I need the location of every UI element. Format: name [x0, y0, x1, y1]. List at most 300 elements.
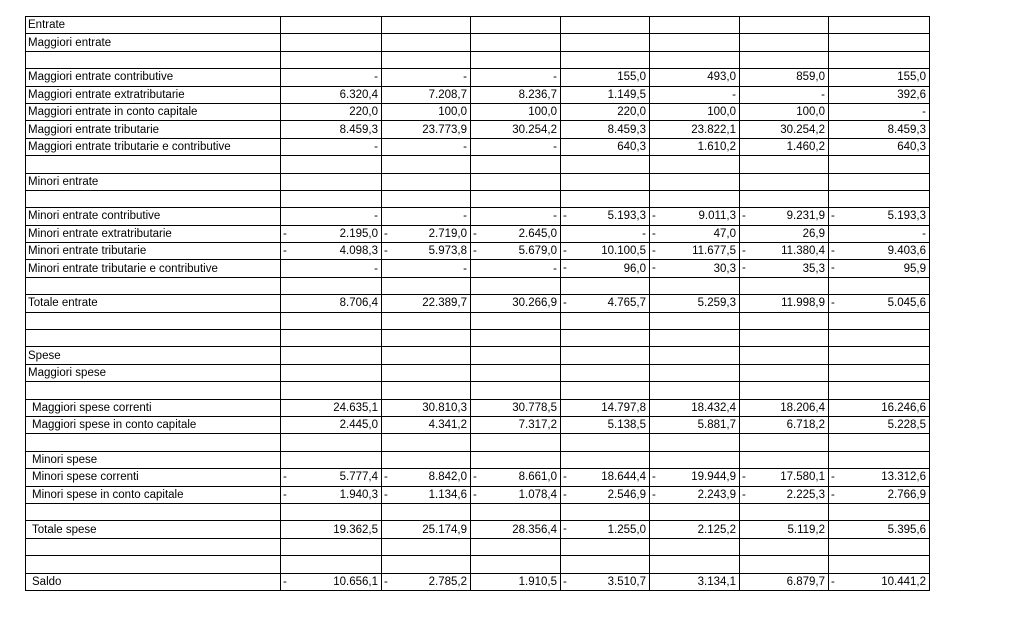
value-cell [471, 399, 561, 416]
value-cell [650, 364, 740, 381]
value-cell [382, 364, 471, 381]
value-cell [829, 347, 930, 364]
value-cell [471, 486, 561, 503]
value-cell [561, 51, 650, 68]
value-cell [740, 416, 829, 433]
cell-value: - [553, 210, 557, 223]
cell-value: 96,0 [623, 262, 646, 275]
cell-value: - [732, 88, 736, 101]
value-cell [471, 416, 561, 433]
negative-sign: - [283, 488, 287, 501]
value-cell [382, 260, 471, 277]
value-cell [740, 364, 829, 381]
value-cell [829, 451, 930, 468]
value-cell [471, 138, 561, 155]
row-label: Entrate [26, 17, 281, 34]
value-cell [471, 190, 561, 207]
value-cell [471, 103, 561, 120]
value-cell [561, 121, 650, 138]
value-cell [650, 486, 740, 503]
cell-value: 30.810,3 [422, 401, 467, 414]
value-cell [382, 277, 471, 294]
value-cell [829, 190, 930, 207]
cell-value: 8.459,3 [887, 123, 926, 136]
value-cell [281, 69, 382, 86]
cell-value: 6.879,7 [786, 575, 825, 588]
value-cell [740, 277, 829, 294]
negative-sign: - [831, 297, 835, 310]
cell-value: - [553, 262, 557, 275]
negative-sign: - [831, 262, 835, 275]
value-cell [740, 86, 829, 103]
value-cell [561, 556, 650, 573]
cell-value: 1.910,5 [518, 575, 557, 588]
value-cell [829, 364, 930, 381]
cell-value: 155,0 [617, 71, 646, 84]
value-cell [382, 103, 471, 120]
value-cell [829, 573, 930, 590]
table-row [26, 156, 930, 173]
negative-sign: - [831, 575, 835, 588]
value-cell [561, 486, 650, 503]
value-cell [382, 347, 471, 364]
cell-value: 7.208,7 [428, 88, 467, 101]
cell-value: 9.011,3 [698, 210, 736, 223]
value-cell [281, 382, 382, 399]
row-label [26, 51, 281, 68]
cell-value: 26,9 [802, 227, 825, 240]
value-cell [281, 173, 382, 190]
value-cell [382, 86, 471, 103]
value-cell [382, 556, 471, 573]
value-cell [561, 416, 650, 433]
cell-value: 2.546,9 [607, 488, 646, 501]
cell-value: 640,3 [617, 140, 646, 153]
table-row [26, 225, 930, 242]
value-cell [829, 399, 930, 416]
value-cell [650, 103, 740, 120]
value-cell [382, 486, 471, 503]
value-cell [561, 451, 650, 468]
value-cell [471, 260, 561, 277]
value-cell [281, 416, 382, 433]
value-cell [382, 243, 471, 260]
cell-value: 100,0 [707, 106, 736, 119]
value-cell [740, 103, 829, 120]
value-cell [281, 34, 382, 51]
value-cell [471, 469, 561, 486]
cell-value: 28.356,4 [512, 523, 557, 536]
value-cell [829, 416, 930, 433]
cell-value: 30.778,5 [512, 401, 557, 414]
value-cell [382, 312, 471, 329]
value-cell [740, 382, 829, 399]
value-cell [829, 277, 930, 294]
negative-sign: - [742, 210, 746, 223]
value-cell [382, 451, 471, 468]
cell-value: - [463, 262, 467, 275]
value-cell [829, 503, 930, 520]
value-cell [561, 573, 650, 590]
value-cell [740, 556, 829, 573]
table-row [26, 103, 930, 120]
value-cell [281, 277, 382, 294]
value-cell [650, 260, 740, 277]
cell-value: 35,3 [802, 262, 825, 275]
cell-value: 19.362,5 [333, 523, 378, 536]
value-cell [561, 103, 650, 120]
cell-value: 7.317,2 [518, 419, 557, 432]
row-label: Maggiori entrate contributive [26, 69, 281, 86]
table-row [26, 260, 930, 277]
value-cell [561, 156, 650, 173]
cell-value: - [374, 140, 378, 153]
cell-value: - [821, 88, 825, 101]
negative-sign: - [563, 471, 567, 484]
value-cell [829, 173, 930, 190]
cell-value: 47,0 [713, 227, 736, 240]
value-cell [281, 295, 382, 312]
negative-sign: - [652, 262, 656, 275]
row-label: Minori spese correnti [26, 469, 281, 486]
cell-value: 6.320,4 [339, 88, 378, 101]
table-row [26, 503, 930, 520]
table-row [26, 451, 930, 468]
cell-value: 3.510,7 [607, 575, 646, 588]
table-row [26, 382, 930, 399]
negative-sign: - [563, 523, 567, 536]
value-cell [740, 190, 829, 207]
table-row [26, 208, 930, 225]
table-row [26, 138, 930, 155]
value-cell [281, 503, 382, 520]
value-cell [650, 416, 740, 433]
cell-value: 1.255,0 [607, 523, 646, 536]
value-cell [281, 399, 382, 416]
value-cell [382, 503, 471, 520]
value-cell [561, 469, 650, 486]
value-cell [650, 69, 740, 86]
table-row [26, 364, 930, 381]
cell-value: 11.998,9 [781, 297, 825, 310]
cell-value: 2.243,9 [697, 488, 736, 501]
cell-value: 1.460,2 [786, 140, 825, 153]
value-cell [382, 521, 471, 538]
cell-value: 30.254,2 [780, 123, 825, 136]
value-cell [740, 399, 829, 416]
value-cell [829, 469, 930, 486]
cell-value: 1.078,4 [518, 488, 557, 501]
table-row [26, 556, 930, 573]
value-cell [471, 451, 561, 468]
value-cell [740, 173, 829, 190]
cell-value: 6.718,2 [786, 419, 825, 432]
row-label: Maggiori spese in conto capitale [26, 416, 281, 433]
cell-value: 5.228,5 [887, 419, 926, 432]
cell-value: 3.134,1 [697, 575, 736, 588]
value-cell [382, 434, 471, 451]
value-cell [471, 86, 561, 103]
value-cell [281, 330, 382, 347]
cell-value: 100,0 [528, 106, 557, 119]
negative-sign: - [563, 488, 567, 501]
value-cell [471, 295, 561, 312]
value-cell [382, 573, 471, 590]
cell-value: 18.206,4 [780, 401, 825, 414]
value-cell [650, 190, 740, 207]
table-row [26, 34, 930, 51]
value-cell [740, 312, 829, 329]
negative-sign: - [831, 488, 835, 501]
cell-value: - [642, 227, 646, 240]
row-label: Maggiori entrate in conto capitale [26, 103, 281, 120]
value-cell [740, 469, 829, 486]
value-cell [382, 538, 471, 555]
cell-value: 100,0 [796, 106, 825, 119]
value-cell [650, 469, 740, 486]
value-cell [471, 521, 561, 538]
negative-sign: - [563, 262, 567, 275]
value-cell [281, 51, 382, 68]
table-row [26, 312, 930, 329]
cell-value: 5.973,8 [428, 245, 467, 258]
value-cell [561, 364, 650, 381]
value-cell [650, 156, 740, 173]
cell-value: 4.098,3 [339, 245, 378, 258]
cell-value: 8.459,3 [339, 123, 378, 136]
cell-value: 5.138,5 [607, 419, 646, 432]
value-cell [650, 51, 740, 68]
row-label: Maggiori entrate tributarie [26, 121, 281, 138]
value-cell [740, 295, 829, 312]
value-cell [281, 138, 382, 155]
value-cell [281, 347, 382, 364]
table-row [26, 538, 930, 555]
value-cell [829, 86, 930, 103]
table-row [26, 243, 930, 260]
value-cell [471, 69, 561, 86]
row-label: Totale entrate [26, 295, 281, 312]
cell-value: 11.380,4 [781, 245, 825, 258]
cell-value: - [553, 140, 557, 153]
value-cell [471, 225, 561, 242]
value-cell [281, 17, 382, 34]
cell-value: 5.193,3 [887, 210, 926, 223]
row-label [26, 556, 281, 573]
cell-value: - [553, 71, 557, 84]
negative-sign: - [563, 297, 567, 310]
row-label: Totale spese [26, 521, 281, 538]
value-cell [740, 347, 829, 364]
value-cell [561, 312, 650, 329]
cell-value: 8.706,4 [339, 297, 378, 310]
row-label [26, 190, 281, 207]
row-label [26, 156, 281, 173]
value-cell [829, 69, 930, 86]
row-label: Spese [26, 347, 281, 364]
value-cell [471, 382, 561, 399]
value-cell [829, 34, 930, 51]
value-cell [740, 521, 829, 538]
value-cell [740, 538, 829, 555]
value-cell [740, 243, 829, 260]
value-cell [382, 17, 471, 34]
table-row [26, 173, 930, 190]
row-label: Maggiori spese [26, 364, 281, 381]
value-cell [650, 382, 740, 399]
value-cell [471, 364, 561, 381]
value-cell [281, 243, 382, 260]
cell-value: 2.445,0 [339, 419, 378, 432]
table-row [26, 277, 930, 294]
negative-sign: - [563, 575, 567, 588]
value-cell [829, 521, 930, 538]
value-cell [650, 312, 740, 329]
value-cell [740, 260, 829, 277]
value-cell [650, 347, 740, 364]
value-cell [382, 190, 471, 207]
table-row [26, 86, 930, 103]
value-cell [740, 330, 829, 347]
value-cell [382, 121, 471, 138]
row-label: Minori entrate tributarie e contributive [26, 260, 281, 277]
cell-value: - [463, 71, 467, 84]
value-cell [471, 208, 561, 225]
table-row [26, 51, 930, 68]
cell-value: 9.403,6 [887, 245, 926, 258]
value-cell [382, 382, 471, 399]
cell-value: 5.395,6 [887, 523, 926, 536]
negative-sign: - [384, 575, 388, 588]
value-cell [561, 260, 650, 277]
value-cell [740, 51, 829, 68]
table-row [26, 521, 930, 538]
value-cell [281, 225, 382, 242]
value-cell [829, 51, 930, 68]
cell-value: 2.766,9 [887, 488, 926, 501]
cell-value: 392,6 [897, 88, 926, 101]
value-cell [281, 434, 382, 451]
value-cell [650, 451, 740, 468]
value-cell [471, 34, 561, 51]
value-cell [650, 121, 740, 138]
negative-sign: - [473, 245, 477, 258]
value-cell [740, 17, 829, 34]
cell-value: 30.266,9 [512, 297, 557, 310]
value-cell [561, 330, 650, 347]
cell-value: - [463, 140, 467, 153]
negative-sign: - [652, 245, 656, 258]
value-cell [471, 503, 561, 520]
table-row [26, 399, 930, 416]
value-cell [740, 434, 829, 451]
cell-value: 5.045,6 [887, 297, 926, 310]
row-label: Maggiori entrate tributarie e contributive [26, 138, 281, 155]
value-cell [382, 173, 471, 190]
value-cell [740, 225, 829, 242]
cell-value: 19.944,9 [691, 471, 736, 484]
value-cell [650, 503, 740, 520]
cell-value: - [374, 210, 378, 223]
cell-value: 493,0 [707, 71, 736, 84]
value-cell [650, 138, 740, 155]
table-row [26, 416, 930, 433]
cell-value: 1.134,6 [428, 488, 467, 501]
value-cell [650, 434, 740, 451]
negative-sign: - [563, 210, 567, 223]
value-cell [471, 573, 561, 590]
value-cell [382, 51, 471, 68]
table-row [26, 486, 930, 503]
value-cell [650, 538, 740, 555]
value-cell [382, 156, 471, 173]
cell-value: 8.459,3 [607, 123, 646, 136]
value-cell [561, 86, 650, 103]
cell-value: 2.195,0 [339, 227, 378, 240]
row-label: Maggiori entrate extratributarie [26, 86, 281, 103]
cell-value: 11.677,5 [692, 245, 736, 258]
negative-sign: - [652, 227, 656, 240]
value-cell [740, 573, 829, 590]
cell-value: 5.777,4 [339, 471, 378, 484]
value-cell [650, 330, 740, 347]
value-cell [829, 382, 930, 399]
negative-sign: - [283, 471, 287, 484]
value-cell [829, 312, 930, 329]
cell-value: 5.193,3 [607, 210, 646, 223]
value-cell [829, 295, 930, 312]
row-label: Minori spese in conto capitale [26, 486, 281, 503]
row-label: Minori entrate [26, 173, 281, 190]
row-label [26, 434, 281, 451]
value-cell [471, 17, 561, 34]
value-cell [829, 243, 930, 260]
value-cell [650, 34, 740, 51]
negative-sign: - [563, 245, 567, 258]
cell-value: 23.822,1 [691, 123, 736, 136]
value-cell [650, 556, 740, 573]
negative-sign: - [384, 227, 388, 240]
value-cell [281, 86, 382, 103]
row-label [26, 382, 281, 399]
cell-value: 25.174,9 [422, 523, 467, 536]
value-cell [471, 51, 561, 68]
table-row [26, 190, 930, 207]
cell-value: 14.797,8 [601, 401, 646, 414]
value-cell [281, 156, 382, 173]
value-cell [471, 277, 561, 294]
value-cell [740, 451, 829, 468]
cell-value: - [922, 227, 926, 240]
value-cell [382, 138, 471, 155]
value-cell [740, 138, 829, 155]
value-cell [561, 295, 650, 312]
value-cell [650, 208, 740, 225]
cell-value: 23.773,9 [422, 123, 467, 136]
value-cell [829, 208, 930, 225]
value-cell [281, 521, 382, 538]
value-cell [561, 225, 650, 242]
cell-value: 220,0 [617, 106, 646, 119]
value-cell [561, 17, 650, 34]
cell-value: 220,0 [349, 106, 378, 119]
value-cell [829, 138, 930, 155]
value-cell [561, 277, 650, 294]
cell-value: 18.432,4 [691, 401, 736, 414]
negative-sign: - [283, 575, 287, 588]
value-cell [740, 34, 829, 51]
value-cell [740, 121, 829, 138]
